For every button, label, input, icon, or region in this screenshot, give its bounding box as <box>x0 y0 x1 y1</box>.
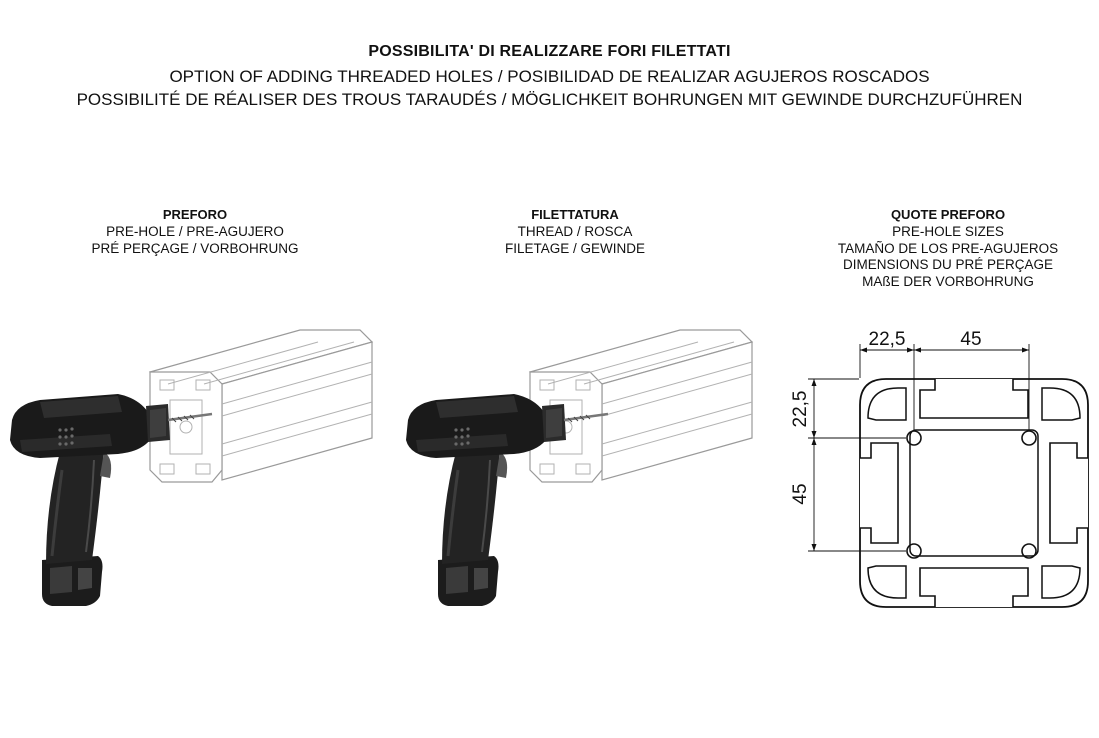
caption-line: PRE-HOLE SIZES <box>892 224 1004 239</box>
caption-line: MAßE DER VORBOHRUNG <box>862 273 1034 289</box>
dim-side-upper: 22,5 <box>790 390 811 428</box>
cross-section-drawing <box>790 329 1088 607</box>
title-italian: POSSIBILITA' DI REALIZZARE FORI FILETTATI <box>368 43 731 60</box>
caption-title: PREFORO <box>162 207 228 222</box>
dim-top-left: 22,5 <box>868 329 906 350</box>
caption-line: THREAD / ROSCA <box>517 224 633 239</box>
title-french-german: POSSIBILITÉ DE RÉALISER DES TROUS TARAUDÉS / MÖGLICHKEIT BOHRUNGEN MIT GEWINDE DURCHZUFÜHREN <box>76 90 1023 109</box>
caption-line: TAMAÑO DE LOS PRE-AGUJEROS <box>837 240 1059 256</box>
filettatura-illustration <box>406 330 752 606</box>
preforo-illustration <box>10 330 372 606</box>
title-english-spanish: OPTION OF ADDING THREADED HOLES / POSIBILIDAD DE REALIZAR AGUJEROS ROSCADOS <box>169 67 930 86</box>
dim-top-right: 45 <box>960 329 982 350</box>
dim-side-lower: 45 <box>790 483 811 505</box>
caption-title: FILETTATURA <box>531 207 619 222</box>
caption-line: FILETAGE / GEWINDE <box>504 240 646 256</box>
caption-line: PRE-HOLE / PRE-AGUJERO <box>106 224 284 239</box>
caption-line: PRÉ PERÇAGE / VORBOHRUNG <box>91 240 299 256</box>
caption-title: QUOTE PREFORO <box>890 207 1006 222</box>
caption-line: DIMENSIONS DU PRÉ PERÇAGE <box>842 257 1054 272</box>
